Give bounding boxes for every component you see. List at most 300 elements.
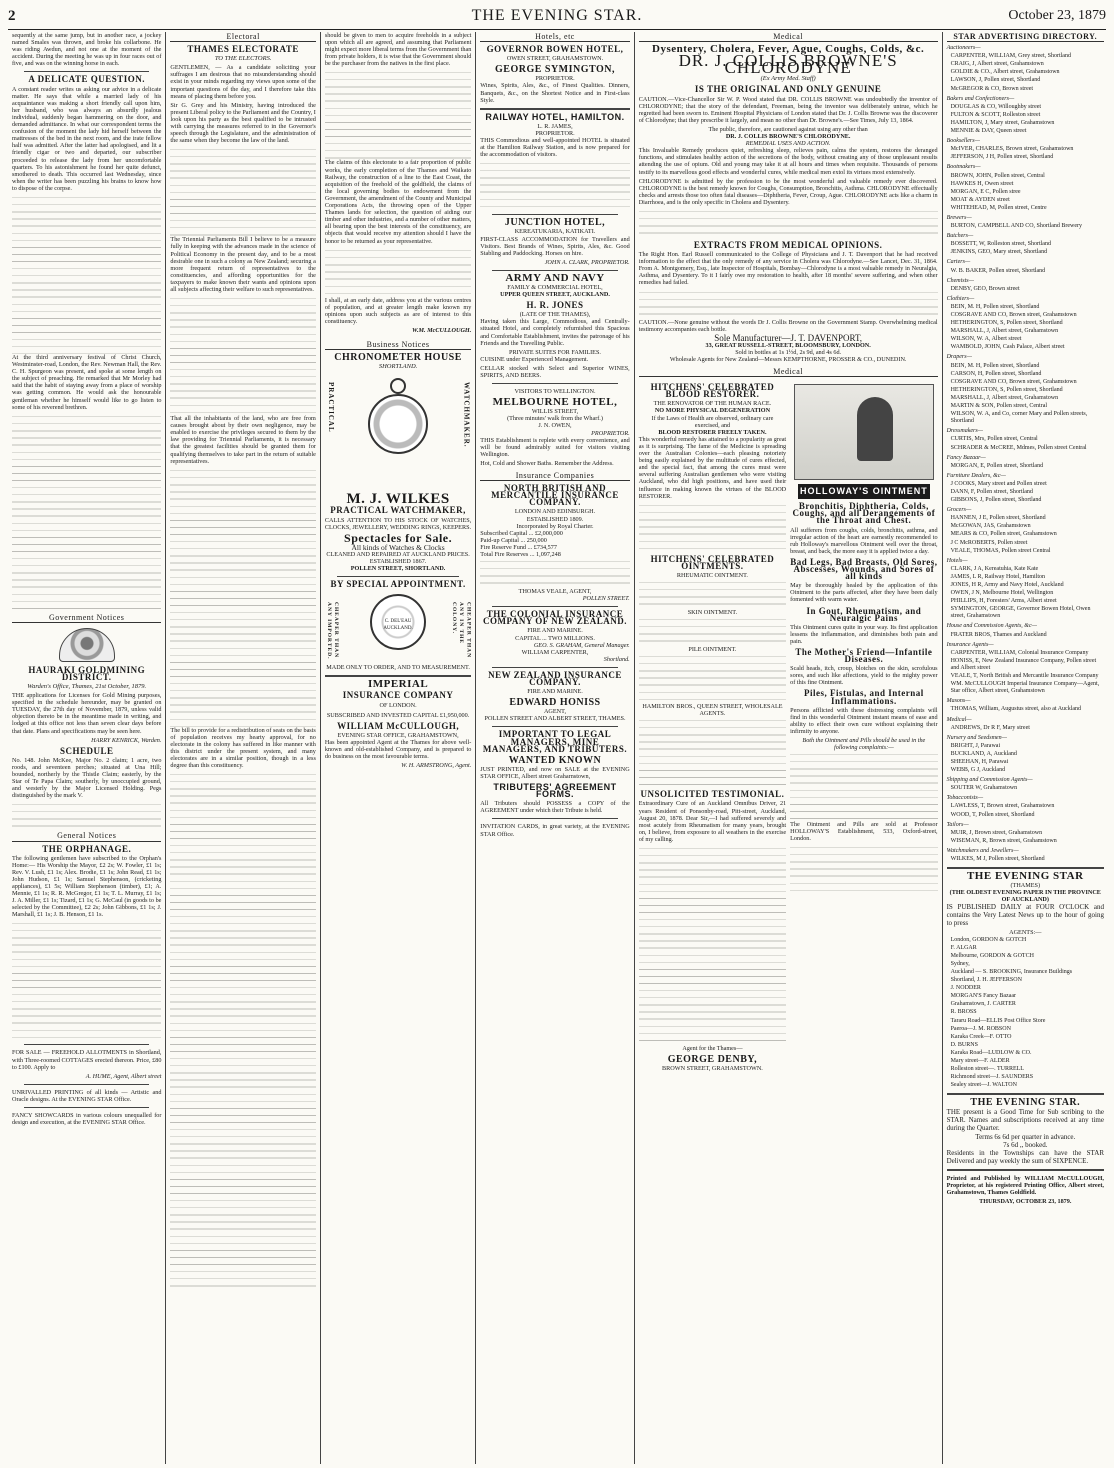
directory-title: STAR ADVERTISING DIRECTORY. bbox=[947, 32, 1104, 42]
text-lines bbox=[12, 413, 161, 613]
article-title: A DELICATE QUESTION. bbox=[28, 74, 146, 85]
remedial-head: REMEDIAL USES AND ACTION. bbox=[745, 140, 831, 148]
imperial-sub: OF LONDON. bbox=[379, 701, 417, 709]
electorate-sub: TO THE ELECTORS. bbox=[214, 55, 272, 63]
directory-category: Furniture Dealers, &c— bbox=[946, 472, 1006, 479]
agent-entry: Tararu Road—ELLIS Post Office Store bbox=[950, 1017, 1046, 1024]
holloway-text: Scald heads, itch, croup, blotches on the skin, scrofulous sores, and such like affections, yield to the mighty power of this fine Ointment. bbox=[790, 665, 938, 687]
agent-address: POLLEN STREET AND ALBERT STREET, THAMES. bbox=[484, 715, 626, 723]
column-2 bbox=[166, 32, 320, 1464]
caution-note: The public, therefore, are cautioned against using any other than bbox=[708, 125, 868, 133]
directory-entry: CLARK, J A, Kereatuhia, Kate Kate bbox=[950, 565, 1039, 572]
remedial-text: CHLORODYNE is admitted by the profession to be the most wonderful and valuable remedy ever discovered. CHLORODYNE is the best remedy known for Coughs, Consumption, Bronchitis, Asthma. CHLORODYNE effectually checks and arrests those too often fatal diseases—Diphtheria, Fever, Croup, Ague. CHLORODYNE acts like a charm in Diarrhoea, and is the only specific in Cholera and Dysentery. bbox=[638, 177, 938, 206]
evening-star-title: THE EVENING STAR bbox=[966, 870, 1084, 883]
proprietor-name: JOHN A. CLARK, PROPRIETOR. bbox=[544, 258, 630, 266]
showcard-ad: FANCY SHOWCARDS in various colours unequalled for design and execution, at the EVENING STAR Office. bbox=[12, 1112, 162, 1127]
agent-entry: R. BROSS bbox=[950, 1009, 977, 1016]
directory-category: Carters— bbox=[946, 259, 971, 266]
schedule-title: SCHEDULE bbox=[59, 745, 114, 756]
hotel-address: UPPER QUEEN STREET, AUCKLAND. bbox=[500, 291, 610, 299]
directory-entry: SHEEHAN, H, Parawai bbox=[950, 758, 1009, 765]
text-lines bbox=[639, 208, 938, 238]
column-5 bbox=[635, 32, 943, 1464]
agent-address: POLLEN STREET. bbox=[582, 595, 630, 603]
agent-entry: Sealey street—J. WALTON bbox=[950, 1082, 1017, 1089]
notice-title: HAURAKI GOLDMINING DISTRICT. bbox=[28, 664, 146, 682]
hotel-name: RAILWAY HOTEL, HAMILTON. bbox=[485, 111, 625, 122]
ointment-name: RHEUMATIC OINTMENT. bbox=[676, 571, 748, 579]
imprint-date: THURSDAY, OCTOBER 23, 1879. bbox=[979, 1197, 1072, 1205]
directory-entry: WAMBOLD, JOHN, Cash Palace, Albert street bbox=[950, 344, 1065, 351]
electoral-text: The claims of this electorate to a fair proportion of public works, the early completion of the Thames and Waikato Railway, the construction of a line to the East Coast, the acquisition of the freehold of the goldfield, the claims of the local governing bodies to endowment from the Government, the amendment of the County and Municipal Corporations Acts, the throwing open of the Upper Thames lands for selection, the question of aiding our timber and other industries, and a number of other matters, all bearing upon the best interests of the constituency, are objects that would receive my attention should I have the honor to be returned as your representative. bbox=[324, 159, 472, 245]
directory-entry: BEIN, M. H, Pollen street, Shortland bbox=[950, 362, 1040, 369]
divider bbox=[492, 606, 617, 607]
directory-entry: HAMILTON, J, Mary street, Grahamstown bbox=[950, 119, 1055, 126]
agent-entry: Karaka Road—LUDLOW & CO. bbox=[950, 1049, 1032, 1056]
vertical-label: WATCHMAKER. bbox=[462, 382, 471, 448]
directory-category: Watchmakers and Jewellers— bbox=[946, 847, 1019, 854]
proprietor-name: L. R. JAMES, bbox=[537, 122, 573, 130]
hotel-feature: PRIVATE SUITES FOR FAMILIES. bbox=[509, 348, 601, 356]
caution-text: CAUTION.—Vice-Chancellor Sir W. P. Wood stated that DR. COLLIS BROWNE was undoubtedly the inventor of CHLORODYNE; that the story of the defendant, Freeman, being the inventor was deliberately untrue, which he regretted had been sworn to. Eminent Hospital Physicians of London stated that Dr. J. Collis Browne was the discoverer of Chlorodyne; that they prescribe it largely, and mean no other than Dr. Browne's.—See Times, July 13, 1864. bbox=[638, 95, 938, 124]
directory-entry: CARPENTER, WILLIAM, Grey street, Shortland bbox=[950, 53, 1071, 60]
directory-entry: BEIN, M. H, Pollen street, Shortland bbox=[950, 303, 1040, 310]
directory-category: Auctioneers— bbox=[946, 45, 981, 52]
column-6 bbox=[943, 32, 1108, 1464]
crest-icon bbox=[59, 628, 115, 662]
dysentery-head: Dysentery, Cholera, Fever, Ague, Coughs, Colds, &c. bbox=[652, 43, 925, 56]
evening-star-published: IS PUBLISHED DAILY at FOUR O'CLOCK and contains the Very Latest News up to the hour of going to press bbox=[946, 903, 1104, 928]
directory-entry: HONISS, E, New Zealand Insurance Company, Pollen street and Albert street bbox=[950, 657, 1097, 671]
directory-category: Hotels— bbox=[946, 557, 968, 564]
capital-line: Subscribed Capital ... £2,000,000 bbox=[480, 529, 563, 537]
directory-entry: MEARS & CO, Pollen street, Grahamstown bbox=[950, 531, 1057, 538]
text-lines bbox=[12, 801, 161, 831]
divider bbox=[325, 675, 471, 677]
proprietor-label: PROPRIETOR. bbox=[535, 129, 575, 137]
section-head: General Notices bbox=[12, 831, 161, 841]
directory-entry: McGOWAN, JAS, Grahamstown bbox=[950, 523, 1031, 530]
hitchens-title: HITCHENS' CELEBRATED BLOOD RESTORER. bbox=[650, 382, 775, 400]
electoral-text: That all the inhabitants of the land, who are free from causes brought about by their own negligence, may be enabled to exercise the privileges secured to them by the law providing for Triennial Parliaments, it is necessary that the greatest facilities should be granted them for qualifying themselves to take part in the return of suitable representatives. bbox=[170, 415, 316, 465]
hitchens-head: NO MORE PHYSICAL DEGENERATION bbox=[654, 407, 771, 415]
agents-list bbox=[947, 937, 1104, 1090]
directory-entry: WILKES, M J, Pollen street, Shortland bbox=[950, 856, 1045, 862]
holloway-illustration bbox=[794, 384, 934, 480]
holloway-head: Bad Legs, Bad Breasts, Old Sores, Abscesses, Wounds, and Sores of all kinds bbox=[790, 556, 938, 582]
hotel-sub: FAMILY & COMMERCIAL HOTEL, bbox=[507, 283, 603, 291]
agent-entry: J. NODDER bbox=[950, 985, 981, 992]
directory-entry: GIBBONS, J, Pollen street, Shortland bbox=[950, 497, 1042, 504]
wanted-title: WANTED KNOWN bbox=[508, 754, 602, 766]
proprietor-label: PROPRIETOR. bbox=[591, 429, 630, 437]
agent-entry: London, GORDON & GOTCH bbox=[950, 936, 1027, 943]
directory-entry: McGREGOR & CO, Brown street bbox=[950, 85, 1034, 92]
directory-entry: MORGAN, E C, Pollen stree bbox=[950, 188, 1021, 195]
agent-name: WILLIAM McCULLOUGH, bbox=[337, 720, 460, 731]
directory-entry: SCHRADER & McCREE, Mdmes, Pollen street Central bbox=[950, 444, 1087, 451]
page-number: 2 bbox=[8, 8, 16, 24]
hotel-text: Wines, Spirits, Ales, &c., of Finest Qualities. Dinners, Banquets, &c., on the Shortest Notice and in First-class Style. bbox=[480, 82, 630, 104]
holloway-banner: HOLLOWAY'S OINTMENT bbox=[798, 484, 929, 499]
directory-entry: DANN, F, Pollen street, Shortland bbox=[950, 488, 1033, 495]
medical-columns bbox=[639, 380, 938, 1072]
agent-name: WILLIAM CARPENTER, bbox=[521, 648, 589, 656]
directory-entry: MOAT & AYDEN street bbox=[950, 196, 1010, 203]
agent-entry: D. BURNS bbox=[950, 1041, 978, 1048]
notice-text: The following gentlemen have subscribed to the Orphan's Home:— His Worship the Mayor, £2 2s; W. Fowler, £1 1s; Rev. V. Lush, £1 1s; Alex. Brodie, £1 1s; John Read, £1 1s; John Hudson, £1 1s; Samuel Stephenson, (cricketing appliances), £1 5s; William Stephenson (timber), £1; A. Mennie, £1 1s; R. R. McGregor, £1 1s; T. L. Murray, £1 1s; J. A. Miller, £1 1s; Tizard, £1 1s; G. McCaul (in goods to be selected by the Committee), £2 2s; John Gibbons, £1 1s; J. Marshall, £1 1s; J. B. Henson, £1 1s. bbox=[12, 854, 162, 919]
capital-line: Paid-up Capital ... 250,000 bbox=[480, 536, 547, 544]
directory-entry: WEBB, G J, Auckland bbox=[950, 767, 1006, 774]
section-head: Medical bbox=[639, 367, 938, 377]
made-to-order: MADE ONLY TO ORDER, AND TO MEASUREMENT. bbox=[326, 664, 470, 672]
capital-line: Total Fire Reserves ... 1,097,248 bbox=[480, 550, 561, 558]
directory-entry: GOLDIE & CO., Albert street, Grahamstown bbox=[950, 69, 1060, 76]
divider bbox=[24, 1107, 149, 1108]
directory-entry: COSGRAVE AND CO, Brown street, Grahamstown bbox=[950, 312, 1077, 318]
directory-entry: CARSON, H, Pollen street, Shortland bbox=[950, 370, 1042, 377]
directory-entry: JENKINS, GEO, Mary street, Shortland bbox=[950, 249, 1048, 256]
directory-list bbox=[947, 45, 1104, 863]
directory-entry: WOOD, T, Pollen street, Shortland bbox=[950, 811, 1035, 818]
directory-entry: WILSON, W. A, and Co, corner Mary and Pollen streets, Shortland bbox=[950, 411, 1088, 425]
cards-ad: INVITATION CARDS, in great variety, at the EVENING STAR Office. bbox=[480, 823, 630, 838]
directory-entry: COSGRAVE AND CO, Brown street, Grahamstown bbox=[950, 378, 1077, 385]
divider bbox=[947, 867, 1104, 869]
extracts-text: The Right Hon. Earl Russell communicated to the College of Physicians and J. T. Davenport that he had received information to the effect that the only remedy of any service in Cholera was Chlorodyne.—See Lancet, Dec. 31, 1864. From A. Montgomery, Esq., late Inspector of Hospitals, Bombay—Chlorodyne is a most valuable remedy in Neuralgia, Asthma, and Dysentery. To it I fairly owe my restoration to health, after 18 months' severe suffering, and when other remedies had failed. bbox=[638, 251, 938, 287]
directory-category: Shipping and Commission Agents— bbox=[946, 777, 1033, 784]
directory-category: Nursery and Seedsmen— bbox=[946, 734, 1007, 741]
text-lines bbox=[170, 146, 315, 236]
hotel-address: (Three minutes' walk from the Wharf.) bbox=[507, 415, 603, 423]
manufacturer-address: 33, GREAT RUSSELL-STREET, BLOOMSBURY, LONDON. bbox=[705, 341, 871, 349]
directory-entry: WHITEHEAD, M, Pollen street, Centre bbox=[950, 204, 1047, 211]
notice-signature: HARRY KENRICK, Warden. bbox=[91, 736, 162, 744]
vertical-label: PRACTICAL bbox=[326, 382, 335, 433]
directory-category: Booksellers— bbox=[946, 138, 980, 145]
electoral-text: Sir G. Grey and his Ministry, having introduced the present Liberal policy to the Parliament and the Country, I look upon his party as the best qualified to be intrusted with carrying the measures referred to in the Governor's speech through the Legislature, and the administration of the same when they become the law of the land. bbox=[170, 101, 316, 145]
directory-category: Clothiers— bbox=[946, 295, 975, 302]
directory-entry: MUIR, J, Brown street, Grahamstown bbox=[950, 829, 1043, 836]
directory-entry: MENNIE & DAY, Queen street bbox=[950, 128, 1027, 135]
holloway-note: Both the Ointment and Pills should be used in the following complaints:— bbox=[802, 737, 926, 752]
directory-entry: DENBY, GEO, Brown street bbox=[950, 285, 1020, 292]
directory-entry: JAMES, L R, Railway Hotel, Hamilton bbox=[950, 573, 1046, 580]
column-4 bbox=[476, 32, 634, 1464]
seal-icon bbox=[370, 594, 426, 650]
text-lines bbox=[12, 920, 161, 1040]
agent-entry: Mary street—F. ALDER bbox=[950, 1057, 1010, 1064]
thames-agent: Agent for the Thames— bbox=[682, 1045, 743, 1052]
directory-entry: ANDREWS, Dr R F, Mary street bbox=[950, 724, 1030, 731]
directory-entry: CURTIS, Mrs, Pollen street, Central bbox=[950, 436, 1038, 443]
text-lines bbox=[639, 579, 786, 609]
directory-category: Dressmakers— bbox=[946, 428, 984, 435]
divider bbox=[947, 1093, 1104, 1095]
agent-address: EVENING STAR OFFICE, GRAHAMSTOWN, bbox=[337, 731, 459, 739]
directory-category: Masons— bbox=[946, 698, 971, 705]
divider bbox=[492, 270, 617, 271]
chronometer-sub: SHORTLAND. bbox=[378, 363, 418, 371]
evening-star-sub: (THE OLDEST EVENING PAPER IN THE PROVINCE OF AUCKLAND) bbox=[949, 889, 1101, 904]
established: ESTABLISHED 1867. bbox=[369, 558, 427, 565]
text-lines bbox=[639, 653, 786, 703]
section-head: Medical bbox=[639, 32, 938, 42]
directory-entry: SYMINGTON, GEORGE, Governor Bowen Hotel, Owen street, Grahamstown bbox=[950, 606, 1091, 620]
divider bbox=[337, 576, 459, 577]
directory-entry: WM. McCULLOUGH Imperial Insurance Company—Agent, Star office, Albert street, Grahamstown bbox=[950, 681, 1100, 695]
directory-entry: HETHERINGTON, S, Pollen street, Shortland bbox=[950, 386, 1063, 393]
chlorodyne-title: DR. J. COLLIS BROWNE'S CHLORODYNE bbox=[678, 51, 898, 78]
directory-entry: BROWN, JOHN, Pollen street, Central bbox=[950, 172, 1045, 179]
subscribe-text: THE present is a Good Time for Sub scribing to the STAR. Names and subscriptions received at any time during the Quarter. bbox=[946, 1108, 1104, 1133]
notice-sub: Warden's Office, Thames, 21st October, 1879. bbox=[27, 683, 147, 690]
notice-title: THE ORPHANAGE. bbox=[42, 843, 132, 854]
insurer-sub: LONDON AND EDINBURGH. bbox=[514, 508, 596, 516]
section-head: Hotels, etc bbox=[480, 32, 629, 42]
divider bbox=[492, 726, 617, 727]
directory-category: House and Commission Agents, &c— bbox=[946, 623, 1037, 630]
divider bbox=[492, 214, 617, 215]
hotel-address: OWEN STREET, GRAHAMSTOWN. bbox=[506, 55, 604, 63]
printing-ad: UNRIVALLED PRINTING of all kinds — Artistic and Oracle designs. At the EVENING STAR Office. bbox=[12, 1088, 162, 1103]
directory-entry: CRAIG, J, Albert street, Grahamstown bbox=[950, 61, 1044, 68]
divider bbox=[24, 71, 149, 72]
vertical-label: CHEAPER THAN ANY IMPORTED. bbox=[325, 602, 340, 660]
hotel-address: WILLIS STREET, bbox=[531, 408, 579, 416]
insurer-sub: FIRE AND MARINE. bbox=[527, 627, 583, 635]
imperial-title: INSURANCE COMPANY bbox=[342, 690, 454, 701]
manufacturer-price: Sold in bottles at 1s 1½d, 2s 9d, and 4s 6d. bbox=[735, 348, 842, 356]
directory-entry: MARTIN & SON, Pollen street, Central bbox=[950, 403, 1048, 410]
text-lines bbox=[170, 467, 315, 727]
agent-entry: F. ALGAR bbox=[950, 944, 977, 951]
agent-entry: Karaka Creek—F. OTTO bbox=[950, 1033, 1012, 1040]
wilkes-name: M. J. WILKES bbox=[346, 491, 450, 508]
text-lines bbox=[480, 558, 629, 588]
vertical-label: CHEAPER THAN ANY IN THE COLONY. bbox=[451, 602, 472, 659]
tributers-title: TRIBUTERS' AGREEMENT FORMS. bbox=[493, 782, 617, 800]
section-head: Insurance Companies bbox=[480, 471, 629, 481]
divider bbox=[492, 383, 617, 384]
directory-entry: MORGAN, E, Pollen street, Shortland bbox=[950, 462, 1044, 469]
divider bbox=[492, 667, 617, 668]
extracts-head: EXTRACTS FROM MEDICAL OPINIONS. bbox=[693, 239, 883, 250]
directory-entry: MARSHALL, J, Albert street, Grahamstown bbox=[950, 394, 1059, 401]
holloway-column bbox=[790, 380, 937, 1072]
insurer-sub: ESTABLISHED 1809. bbox=[526, 515, 584, 523]
agent-entry: Grahamstown, J. CARTER bbox=[950, 1001, 1016, 1008]
article-text: A constant reader writes us asking our advice in a delicate matter. He says that while a married lady of his acquaintance was making a short friendly call upon him, her husband, who was always an absurdly jealous individual, suddenly began hammering on the door, and demanded admittance. In what our correspondent terms the confusion of the moment the lady hid herself between the mattresses of the bed in the next room, and the irate fellow half was admitted. After the latter had apologised, and lit a friendly cigar or two and departed, our subscriber proceeded to release the lady from her uncomfortable quarters. To his astonishment he found her quite defunct, smothered to death. This occurred last Wednesday, since when the writer has been puzzling his brains to know how to dispose of the corpse. bbox=[12, 85, 162, 192]
directory-entry: WISEMAN, R, Brown street, Grahamstown bbox=[950, 837, 1057, 844]
proprietor-name: J. N. OWEN, bbox=[538, 422, 572, 430]
article-intro: sequently at the same jump, but in another race, a jockey named Smales was thrown, and broke his collarbone. He was riding Awdun, and not one at the moment of the accident. During the meeting he was up in four races out of five, and was on the winning horse in each. bbox=[12, 32, 162, 68]
section-head: Electoral bbox=[170, 32, 315, 42]
directory-entry: CARPENTER, WILLIAM, Colonial Insurance Company bbox=[950, 649, 1089, 656]
spectacles-sub: All kinds of Watches & Clocks bbox=[351, 542, 445, 552]
directory-entry: J COOKS, Mary street and Pollen street bbox=[950, 480, 1047, 487]
insurer-name: THE COLONIAL INSURANCE COMPANY OF NEW ZEALAND. bbox=[483, 609, 627, 627]
directory-entry: LAWLESS, T, Brown street, Grahamstown bbox=[950, 803, 1055, 810]
agent-address: BROWN STREET, GRAHAMSTOWN. bbox=[662, 1065, 763, 1073]
tributers-text: All Tributers should POSSESS a COPY of the AGREEMENT under which their Tribute is held. bbox=[480, 800, 630, 815]
wilkes-text: CALLS ATTENTION TO HIS STOCK OF WATCHES, CLOCKS, JEWELLERY, WEDDING RINGS, KEEPERS. bbox=[324, 516, 472, 531]
directory-entry: WILSON, W. A, Albert street bbox=[950, 336, 1022, 343]
manufacturer: Sole Manufacturer—J. T. DAVENPORT, bbox=[714, 332, 863, 343]
wanted-text: JUST PRINTED, and now on SALE at the EVENING STAR OFFICE, Albert street Graharnstown, bbox=[480, 765, 630, 780]
hotel-name: ARMY AND NAVY bbox=[505, 271, 605, 284]
residents-text: Residents in the Townships can have the STAR Delivered and pay weekly the sum of SIXPENCE. bbox=[946, 1148, 1104, 1165]
hotel-text: FIRST-CLASS ACCOMMODATION for Travellers and Visitors. Best Brands of Wines, Spirits, Ales, &c. Good Stabling and Paddocking. Horses on hire. bbox=[480, 235, 630, 257]
insurer-sub: Incorporated by Royal Charter. bbox=[516, 522, 594, 530]
caution-text: CAUTION.—None genuine without the words Dr J. Collis Browne on the Government Stamp. Overwhelming medical testimony accompanies each bottle. bbox=[638, 318, 938, 333]
capital-line: Fire Reserve Fund ... £734,577 bbox=[480, 543, 557, 551]
directory-entry: HANNEN, J E, Pollen street, Shortland bbox=[950, 515, 1046, 522]
directory-category: Brewers— bbox=[946, 214, 972, 221]
directory-entry: HAWKES H, Owen street bbox=[950, 180, 1014, 187]
hotel-text: THIS Establishment is replete with every convenience, and will be found admirably suited for visitors visiting Wellington. bbox=[480, 436, 630, 458]
directory-entry: BUCKLAND, A, Auckland bbox=[950, 750, 1017, 757]
text-lines bbox=[639, 502, 786, 552]
proprietor-name: GEORGE SYMINGTON, bbox=[495, 64, 615, 76]
hotel-text: Hot, Cold and Shower Baths. Remember the Address. bbox=[480, 459, 614, 467]
agent-address: Shortland. bbox=[603, 655, 630, 663]
manufacturer-agents: Wholesale Agents for New Zealand—Messrs KEMPTHORNE, PROSSER & CO., DUNEDIN. bbox=[669, 356, 907, 363]
holloway-head: The Mother's Friend—Infantile Diseases. bbox=[795, 646, 933, 665]
text-lines bbox=[480, 160, 629, 210]
sale-text: FOR SALE — FREEHOLD ALLOTMENTS in Shortland, with Three-roomed COTTAGES erected thereon. Price, £80 to £100. Apply to bbox=[12, 1049, 162, 1071]
agent-name: GEORGE DENBY, bbox=[667, 1054, 758, 1066]
ointment-name: PILE OINTMENT. bbox=[688, 646, 737, 654]
hotel-text: Having taken this Large, Commodious, and Centrally-situated Hotel, and completely refurnished this Spacious and Comfortable Establishment, invites the patronage of his Friends and the Travelling Public. bbox=[480, 318, 630, 347]
address: POLLEN STREET, SHORTLAND. bbox=[350, 565, 446, 573]
holloway-text: May be thoroughly healed by the application of this Ointment to the parts affected, after they have been daily fomented with warm water. bbox=[790, 582, 938, 604]
schedule-text: No. 148. John McKee, Major No. 2 claim; 1 acre, two roods, and seventeen perches; situated at Una Hill; bounded, northerly by the Thistle Claim; easterly, by the Star of Te Papa Claim; southerly, by unoccupied ground, and westerly by the Major Licensed Holding. Pegs distinguished by the mark V. bbox=[12, 756, 162, 800]
directory-entry: SOUTER W, Grahamstown bbox=[950, 785, 1018, 792]
hotel-name: MELBOURNE HOTEL, bbox=[492, 396, 618, 409]
hotel-name: JUNCTION HOTEL, bbox=[504, 217, 606, 229]
directory-entry: FRATER BROS, Thames and Auckland bbox=[950, 631, 1047, 638]
text-lines bbox=[790, 751, 937, 821]
evening-star-title: THE EVENING STAR. bbox=[970, 1097, 1081, 1109]
page-columns bbox=[8, 32, 1108, 1464]
directory-entry: BURTON, CAMPBELL AND CO, Shortland Brewery bbox=[950, 223, 1083, 230]
directory-entry: BOSSETT, W, Rolleston street, Shortland bbox=[950, 241, 1051, 248]
evening-star-sub: (THAMES) bbox=[1010, 882, 1041, 890]
section-head: Business Notices bbox=[325, 340, 471, 350]
agent-entry: Paeroa—J. M. ROBSON bbox=[950, 1025, 1011, 1032]
hotel-text: THIS Commodious and well-appointed HOTEL is situated at the Hamilton Railway Station, and is now prepared for the accommodation of visitors. bbox=[480, 137, 630, 159]
hitchens-head: If the Laws of Health are observed, ordinary care exercised, and bbox=[651, 414, 774, 429]
agent-entry: Richmond street—J. SAUNDERS bbox=[950, 1074, 1034, 1081]
hotel-address: KEREATUKARIA, KATIKATI. bbox=[514, 228, 596, 236]
column-1 bbox=[8, 32, 166, 1464]
directory-entry: HETHERINGTON, S, Pollen street, Shortland bbox=[950, 320, 1063, 327]
appointment-title: BY SPECIAL APPOINTMENT. bbox=[330, 579, 466, 590]
insurer-sub: CAPITAL ... TWO MILLIONS. bbox=[515, 634, 595, 642]
electoral-text: I shall, at an early date, address you at the various centres of population, and at greater length make known my opinions upon such subjects as are of interest to this constituency. bbox=[324, 296, 472, 325]
masthead: THE EVENING STAR. bbox=[471, 7, 643, 24]
agents-head: AGENTS:— bbox=[1009, 929, 1042, 937]
agent-entry: Shortland, J. H. JEFFERSON bbox=[950, 977, 1022, 984]
divider bbox=[947, 1169, 1104, 1171]
text-lines bbox=[325, 69, 471, 159]
electorate-title: THAMES ELECTORATE bbox=[187, 44, 299, 55]
divider bbox=[24, 1044, 149, 1045]
directory-category: Drapers— bbox=[946, 354, 972, 361]
terms: Terms 6s 6d per quarter in advance. bbox=[975, 1133, 1076, 1142]
issue-date: October 23, 1879 bbox=[1008, 8, 1106, 23]
directory-category: Bootmakers— bbox=[946, 164, 981, 171]
directory-category: Chemists— bbox=[946, 277, 974, 284]
imperial-title: IMPERIAL bbox=[367, 678, 429, 691]
agent-entry: MORGAN'S Fancy Bazaar bbox=[950, 993, 1016, 1000]
insurer-manager: GEO. S. GRAHAM, General Manager. bbox=[533, 641, 630, 649]
agent-name: EDWARD HONISS bbox=[509, 697, 601, 709]
hitchens-sub: THE RENOVATOR OF THE HUMAN RACE. bbox=[653, 400, 772, 408]
sale-signature: A. HUME, Agent, Albert street bbox=[85, 1072, 162, 1080]
text-lines bbox=[12, 194, 161, 354]
text-lines bbox=[170, 771, 315, 1291]
agent-entry: Sydney, bbox=[950, 960, 970, 967]
directory-entry: VEALE, THOMAS, Pollen street Central bbox=[950, 547, 1051, 554]
holloway-text: Persons afflicted with these distressing complaints will find in this wonderful Ointment instant means of ease and ability to effect their own cure without explaining their infirmity to anyone. bbox=[790, 706, 938, 735]
directory-entry: McIVER, CHARLES, Brown street, Grahamstown bbox=[950, 146, 1074, 153]
wilkes-sub: PRACTICAL WATCHMAKER, bbox=[330, 505, 466, 516]
directory-category: Grocers— bbox=[946, 507, 972, 514]
page-header bbox=[8, 6, 1106, 30]
insurer-sub: FIRE AND MARINE. bbox=[527, 688, 583, 696]
notice-text: THE applications for Licenses for Gold Mining purposes, specified in the schedule hereunder, may be granted on TUESDAY, the 27th day of November, 1879, unless valid objection thereto be in the meantime made in writing, and lodged at this office not less than seven clear days before that date. Plans and specifications may be seen here. bbox=[12, 692, 162, 735]
directory-entry: LAWSON, J, Pollen street, Shortland bbox=[950, 77, 1041, 84]
chlorodyne-name: DR. J. COLLIS BROWNE'S CHLORODYNE. bbox=[725, 133, 851, 141]
agent-text: Has been appointed Agent at the Thames for above well-known and old-established Company, and is prepared to do business on the most favourable terms. bbox=[324, 738, 472, 761]
watch-icon bbox=[363, 374, 433, 484]
chronometer-title: CHRONOMETER HOUSE bbox=[334, 352, 462, 364]
legal-title: IMPORTANT TO LEGAL MANAGERS, MINE MANAGERS, AND TRIBUTERS. bbox=[482, 729, 628, 754]
agent-entry: Rolleston street—. TURRELL bbox=[950, 1066, 1024, 1073]
directory-entry: J C McROBERTS, Pollen street bbox=[950, 539, 1028, 546]
directory-entry: DOUGLAS & CO, Willoughby street bbox=[950, 103, 1042, 110]
chlorodyne-genuine: IS THE ORIGINAL AND ONLY GENUINE bbox=[694, 84, 882, 95]
hitchens-head: BLOOD RESTORER FREELY TAKEN. bbox=[658, 428, 767, 436]
holloway-text: All sufferers from coughs, colds, bronchitis, asthma, and irregular action of the heart are earnestly recommended to rub Holloway's marvellous Ointment well over the throat, breast, and back, the more easy it is applied twice a day. bbox=[790, 526, 938, 555]
testimonial-title: UNSOLICITED TESTIMONIAL. bbox=[640, 789, 785, 800]
capital: SUBSCRIBED AND INVESTED CAPITAL £1,950,000. bbox=[326, 711, 470, 719]
imprint: Printed and Published by WILLIAM McCULLOUGH, Proprietor, at his registered Printing Office, Albert street, Grahamstown, Thames Goldfield. bbox=[946, 1174, 1104, 1196]
directory-category: Tobacconists— bbox=[946, 795, 984, 802]
holloway-head: Piles, Fistulas, and Internal Inflammations. bbox=[803, 688, 924, 706]
directory-entry: THOMAS, William, Augustus street, also at Auckland bbox=[950, 706, 1082, 713]
watch-illustration bbox=[325, 374, 471, 492]
directory-entry: FULTON & SCOTT, Rolleston street bbox=[950, 111, 1041, 118]
agent-name: THOMAS VEALE, AGENT, bbox=[518, 588, 592, 596]
directory-category: Fancy Bazaar— bbox=[946, 454, 986, 461]
electoral-text: should be given to men to acquire freeholds in a subject upon which all are agreed, and assuming that Parliament might expect more liberal terms from the Government than from private holders, it is wise that the Government should be the purchaser from the natives in the first place. bbox=[324, 32, 472, 68]
directory-category: Bakers and Confectioners— bbox=[946, 95, 1015, 102]
hotel-feature: CUISINE under Experienced Management. bbox=[480, 355, 589, 363]
section-head: Government Notices bbox=[12, 613, 161, 623]
proprietor-label: PROPRIETOR. bbox=[535, 75, 575, 83]
testimonial-text: Extraordinary Cure of an Auckland Omnibus Driver, 21 years Resident of Ponsonby-road, Pitt-street, Auckland, August 20, 1878. Dear Sir,—I had suffered severely and most acutely from Rheumatism for many years, brought on, I believe, from exposure to all weathers in the exercise of my calling. bbox=[638, 800, 787, 843]
terms: 7s 6d ,, booked. bbox=[1003, 1140, 1048, 1149]
seal-block bbox=[325, 594, 471, 664]
holloway-text: This Ointment cures quite in your way. Its first application lessens the inflammation, and diminishes both pain and pain. bbox=[790, 623, 938, 645]
divider bbox=[24, 1084, 149, 1085]
seal-text: C. DEL'EAU AUCKLAND. bbox=[383, 619, 413, 632]
directory-entry: W. B. BAKER, Pollen street, Shortland bbox=[950, 267, 1046, 274]
holloway-head: In Gout, Rheumatism, and Neuralgic Pains bbox=[806, 605, 922, 623]
